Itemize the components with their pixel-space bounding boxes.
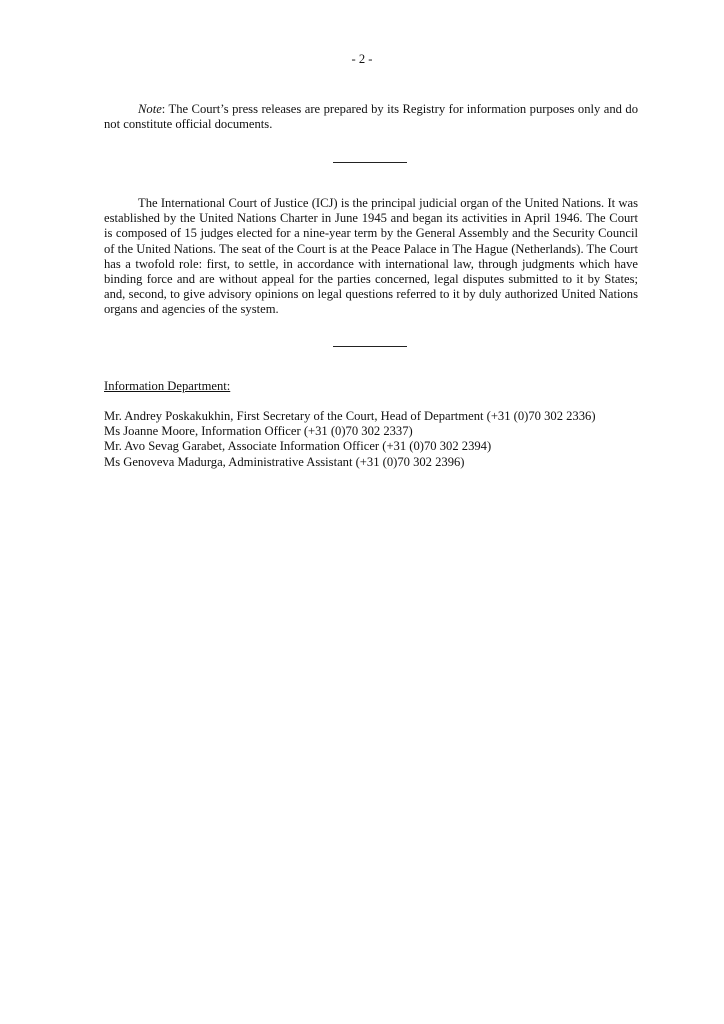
note-label: Note — [138, 102, 162, 116]
about-icj-paragraph: The International Court of Justice (ICJ) is the principal judicial organ of the United Nations. It was established by the United Nations Charter in June 1945 and began its activities in April 1946. The Court is composed of 15 judges elected for a nine-year term by the General Assembly and the Security Council of the United Nations. The seat of the Court is at the Peace Palace in The Hague (Netherlands). The Court has a twofold role: first, to settle, in accordance with international law, through judgments which have binding force and are without appeal for the parties concerned, legal disputes submitted to it by States; and, second, to give advisory opinions on legal questions referred to it by duly authorized United Nations organs and agencies of the system. — [104, 196, 638, 317]
note-paragraph — [104, 102, 638, 132]
contact-line: Ms Joanne Moore, Information Officer (+31 (0)70 302 2337) — [104, 424, 413, 439]
department-heading: Information Department: — [104, 379, 231, 393]
contact-line: Mr. Avo Sevag Garabet, Associate Information Officer (+31 (0)70 302 2394) — [104, 439, 492, 454]
contact-line: Ms Genoveva Madurga, Administrative Assistant (+31 (0)70 302 2396) — [104, 454, 465, 469]
note-text: : The Court’s press releases are prepared by its Registry for information purposes only and do not constitute official documents. — [104, 102, 638, 132]
page-number: - 2 - — [351, 52, 373, 66]
separator-rule — [333, 162, 407, 163]
contact-list — [104, 409, 638, 470]
separator-rule — [333, 346, 407, 347]
contact-line: Mr. Andrey Poskakukhin, First Secretary of the Court, Head of Department (+31 (0)70 302 2336) — [104, 409, 596, 423]
